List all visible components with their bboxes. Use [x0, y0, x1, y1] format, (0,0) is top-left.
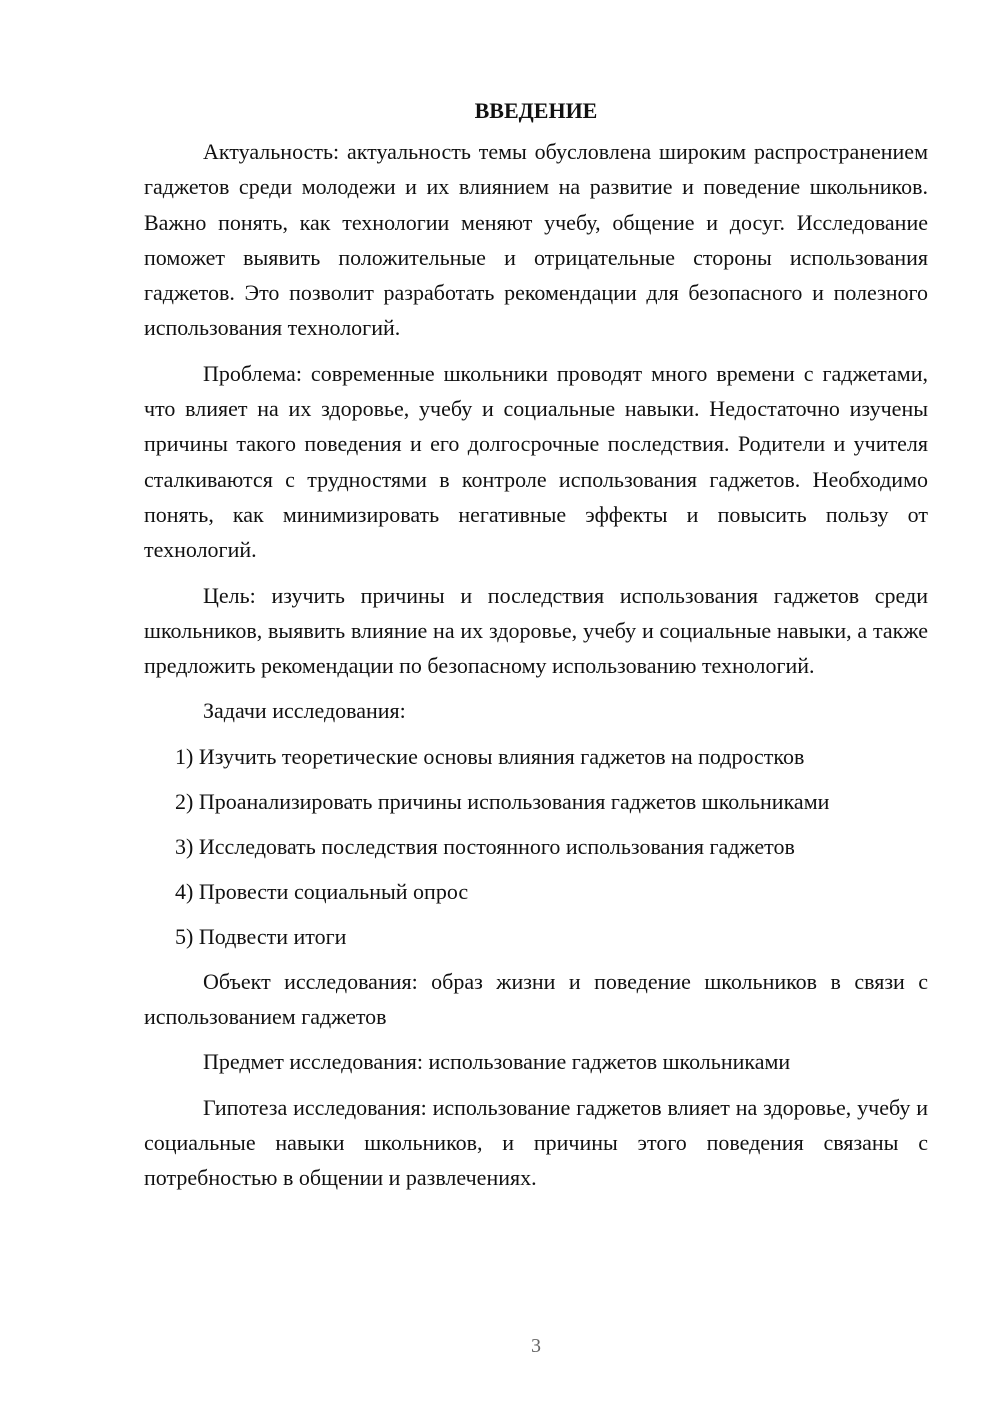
- list-item: 3) Исследовать последствия постоянного использования гаджетов: [175, 833, 795, 859]
- page-content: [144, 93, 928, 1206]
- subject-paragraph: Предмет исследования: использование гаджетов школьниками: [203, 1049, 791, 1075]
- list-item: 4) Провести социальный опрос: [175, 878, 469, 904]
- tasks-list: [144, 739, 928, 954]
- section-heading: ВВЕДЕНИЕ: [474, 98, 598, 123]
- hypothesis-paragraph: Гипотеза исследования: использование гаджетов влияет на здоровье, учебу и социальные навыки школьников, и причины этого поведения связаны с потребностью в общении и развлечениях.: [144, 1094, 928, 1191]
- list-item: 2) Проанализировать причины использования гаджетов школьниками: [175, 788, 830, 814]
- tasks-title: Задачи исследования:: [203, 698, 406, 724]
- goal-paragraph: Цель: изучить причины и последствия использования гаджетов среди школьников, выявить влияние на их здоровье, учебу и социальные навыки, а также предложить рекомендации по безопасному использованию технологий.: [144, 582, 928, 679]
- problem-paragraph: Проблема: современные школьники проводят много времени с гаджетами, что влияет на их здоровье, учебу и социальные навыки. Недостаточно изучены причины такого поведения и его долгосрочные последствия. Родители и учителя сталкиваются с трудностями в контроле использования гаджетов. Необходимо понять, как минимизировать негативные эффекты и повысить пользу от технологий.: [144, 360, 928, 563]
- object-paragraph: Объект исследования: образ жизни и поведение школьников в связи с использованием гаджетов: [144, 968, 928, 1030]
- list-item: 1) Изучить теоретические основы влияния гаджетов на подростков: [175, 743, 805, 769]
- page-number: 3: [531, 1335, 541, 1357]
- relevance-paragraph: Актуальность: актуальность темы обусловлена широким распространением гаджетов среди молодежи и их влиянием на развитие и поведение школьников. Важно понять, как технологии меняют учебу, общение и досуг. Исследование поможет выявить положительные и отрицательные стороны использования гаджетов. Это позволит разработать рекомендации для безопасного и полезного использования технологий.: [144, 139, 928, 341]
- list-item: 5) Подвести итоги: [175, 923, 347, 949]
